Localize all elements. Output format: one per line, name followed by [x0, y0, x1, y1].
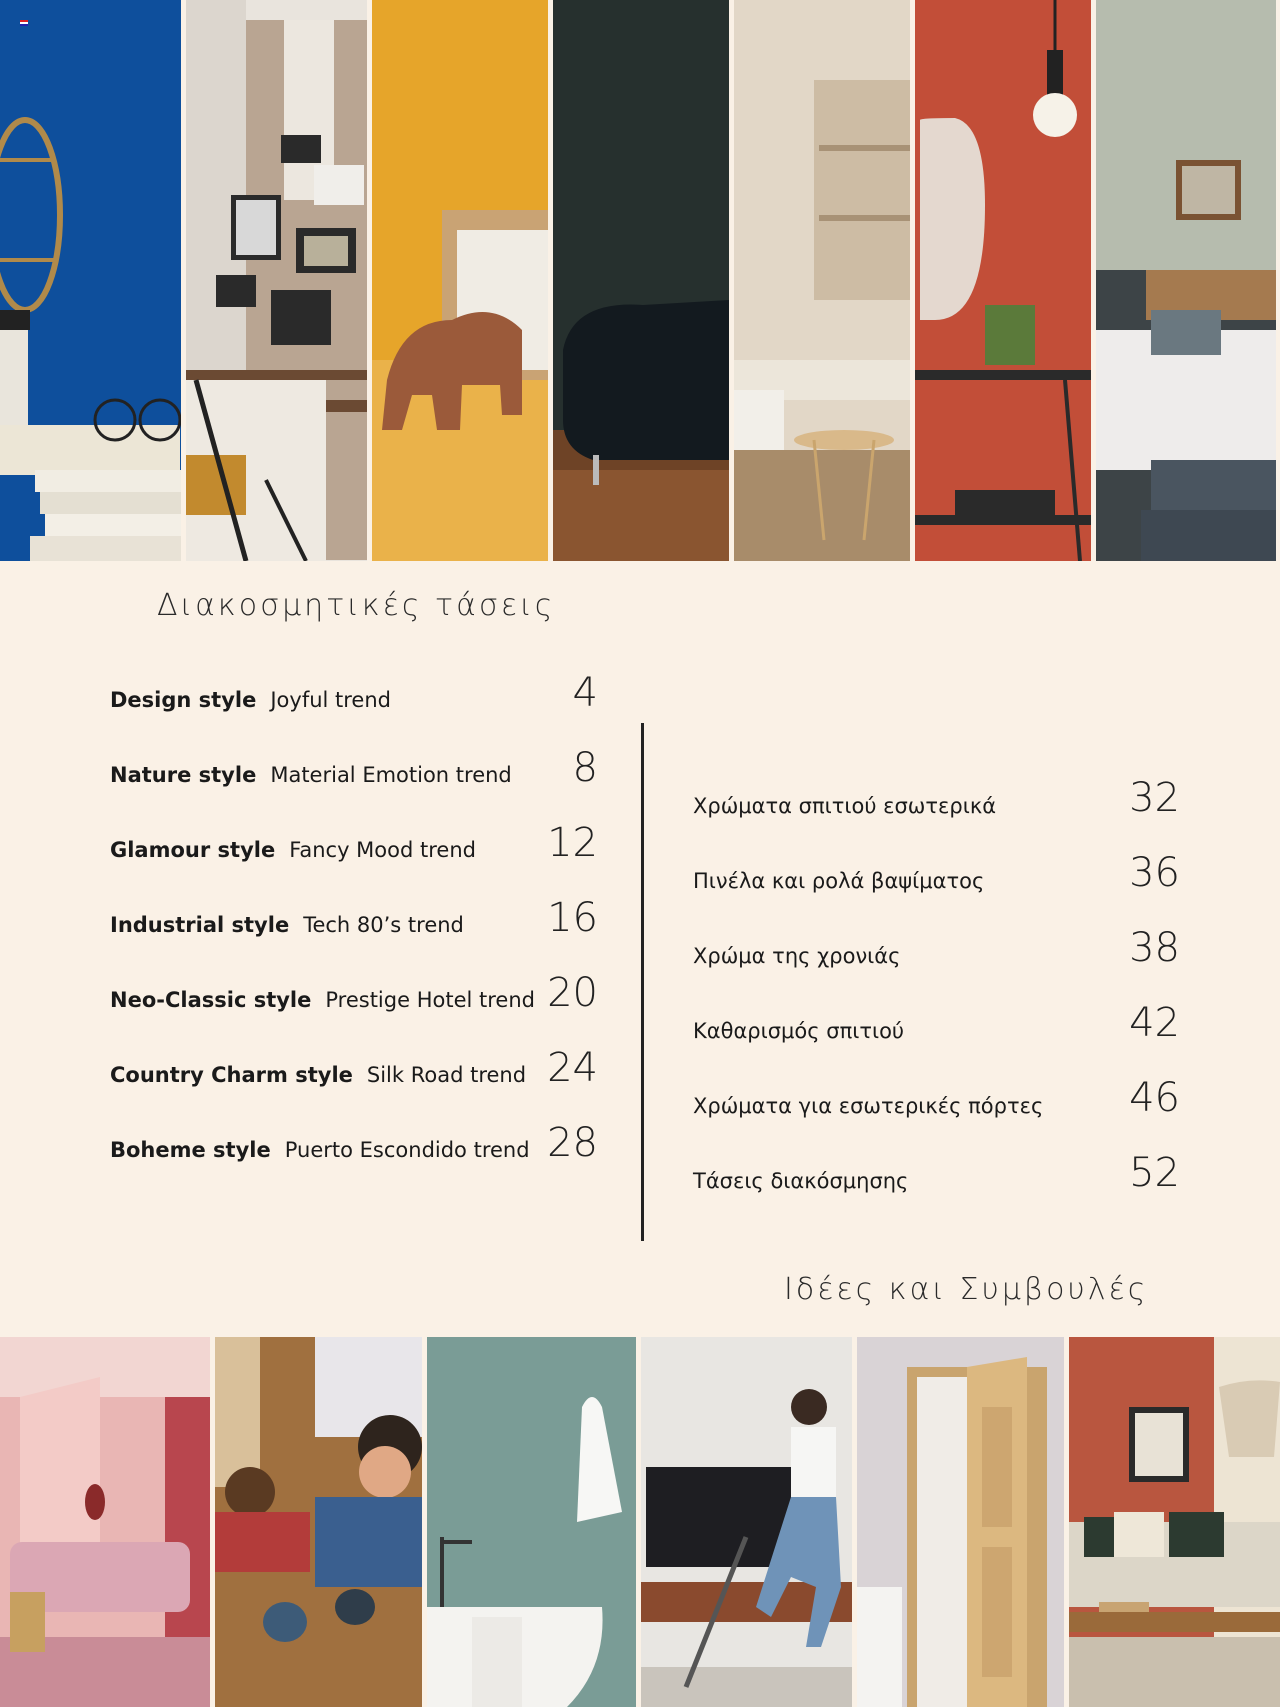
- toc-page-number: 32: [1129, 775, 1180, 821]
- pink-living-room-illustration: [0, 1337, 210, 1707]
- toc-item-country-charm[interactable]: [110, 1063, 526, 1087]
- toc-idea-label[interactable]: Χρώμα της χρονιάς: [693, 944, 901, 968]
- shelves-illustration: [734, 0, 910, 561]
- toc-page-number: 20: [547, 970, 598, 1016]
- photo-yellow-wooden-bear: [372, 0, 548, 561]
- photo-blue-wall-lamp: [0, 0, 181, 561]
- toc-style: Neo-Classic style: [110, 988, 312, 1012]
- toc-trend: Fancy Mood trend: [289, 838, 476, 862]
- toc-page-number: 38: [1129, 925, 1180, 971]
- toc-page-number: 12: [547, 820, 598, 866]
- photo-terracotta-boho-living: [1069, 1337, 1280, 1707]
- toc-item-design[interactable]: [110, 688, 391, 712]
- mirror-console-illustration: [915, 0, 1091, 561]
- top-photo-strip: [0, 0, 1280, 561]
- photo-wooden-door: [857, 1337, 1064, 1707]
- language-flag-icon[interactable]: [20, 20, 28, 26]
- toc-page-number: 36: [1129, 850, 1180, 896]
- toc-item-neo-classic[interactable]: [110, 988, 535, 1012]
- toc-page-number: 16: [547, 895, 598, 941]
- toc-item-glamour[interactable]: [110, 838, 476, 862]
- wooden-bear-illustration: [372, 0, 548, 561]
- toc-item-nature[interactable]: [110, 763, 512, 787]
- photo-living-room-shelves: [734, 0, 910, 561]
- toc-page-number: 52: [1129, 1150, 1180, 1196]
- photo-dark-green-leather-sofa: [553, 0, 729, 561]
- toc-idea-label[interactable]: Χρώματα για εσωτερικές πόρτες: [693, 1094, 1044, 1118]
- photo-woman-vacuuming: [641, 1337, 852, 1707]
- photo-gallery-wall-desk: [186, 0, 367, 561]
- photo-teal-bathroom: [427, 1337, 636, 1707]
- toc-item-industrial[interactable]: [110, 913, 464, 937]
- toc-idea-label[interactable]: Καθαρισμός σπιτιού: [693, 1019, 905, 1043]
- toc-idea-label[interactable]: Πινέλα και ρολά βαψίματος: [693, 869, 985, 893]
- boho-living-illustration: [1069, 1337, 1280, 1707]
- toc-trend: Joyful trend: [270, 688, 391, 712]
- section-title-decor-trends: Διακοσμητικές τάσεις: [157, 588, 556, 623]
- toc-page-number: 42: [1129, 1000, 1180, 1046]
- vacuuming-illustration: [641, 1337, 852, 1707]
- toc-trend: Prestige Hotel trend: [325, 988, 535, 1012]
- bathroom-illustration: [427, 1337, 636, 1707]
- wooden-door-illustration: [857, 1337, 1064, 1707]
- section-title-ideas-tips: Ιδέες και Συμβουλές: [784, 1272, 1149, 1307]
- photo-couple-painting-floor: [215, 1337, 422, 1707]
- toc-idea-label[interactable]: Χρώματα σπιτιού εσωτερικά: [693, 794, 997, 818]
- gallery-wall-illustration: [186, 0, 367, 561]
- toc-page-number: 4: [572, 670, 598, 716]
- toc-trend: Material Emotion trend: [270, 763, 512, 787]
- toc-style: Design style: [110, 688, 257, 712]
- toc-trend: Tech 80’s trend: [303, 913, 464, 937]
- toc-idea-label[interactable]: Τάσεις διακόσμησης: [693, 1169, 909, 1193]
- photo-terracotta-mirror-console: [915, 0, 1091, 561]
- lamp-books-illustration: [0, 0, 181, 561]
- toc-style: Glamour style: [110, 838, 276, 862]
- bedroom-illustration: [1096, 0, 1276, 561]
- leather-sofa-illustration: [553, 0, 729, 561]
- bottom-photo-strip: [0, 1337, 1280, 1707]
- toc-item-boheme[interactable]: [110, 1138, 530, 1162]
- toc-trend: Silk Road trend: [366, 1063, 527, 1087]
- toc-trend: Puerto Escondido trend: [284, 1138, 530, 1162]
- toc-page-number: 28: [547, 1120, 598, 1166]
- toc-page-number: 46: [1129, 1075, 1180, 1121]
- toc-style: Industrial style: [110, 913, 290, 937]
- toc-style: Boheme style: [110, 1138, 271, 1162]
- column-divider: [641, 723, 644, 1241]
- couple-painting-illustration: [215, 1337, 422, 1707]
- toc-page-number: 8: [572, 745, 598, 791]
- toc-page-number: 24: [547, 1045, 598, 1091]
- photo-sage-bedroom: [1096, 0, 1276, 561]
- toc-style: Nature style: [110, 763, 257, 787]
- toc-style: Country Charm style: [110, 1063, 353, 1087]
- photo-pink-living-room: [0, 1337, 210, 1707]
